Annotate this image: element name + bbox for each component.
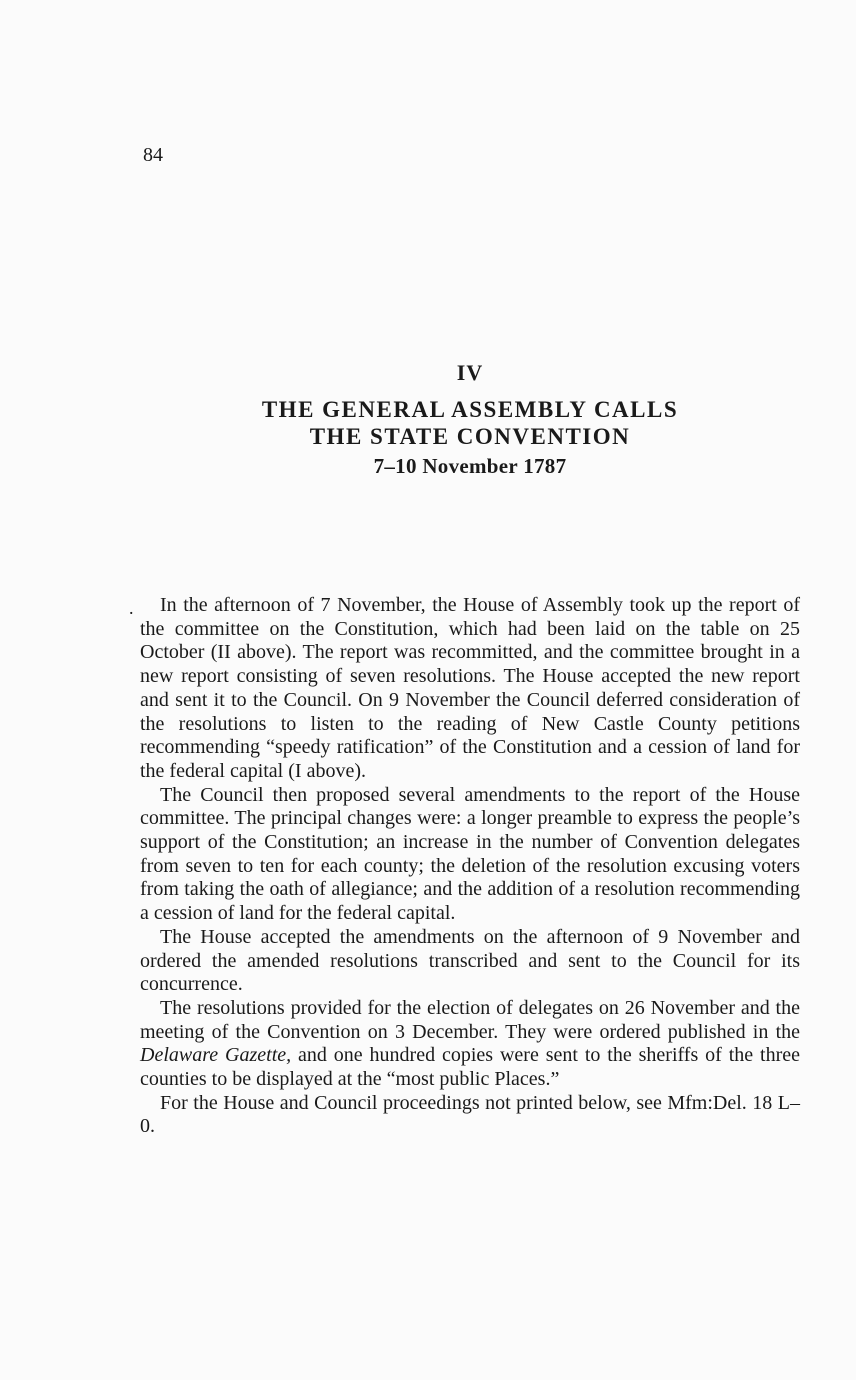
paragraph-3: The House accepted the amendments on the afternoon of 9 November and ordered the amended resolutions transcribed and sent to the Council for its concurrence. — [140, 925, 800, 996]
chapter-title — [140, 396, 800, 450]
body-text — [140, 594, 800, 1139]
paragraph-4-text-after: and one hundred copies were sent to the sheriffs of the three counties to be displayed at the “most public Places.” — [140, 1044, 800, 1091]
paragraph-4-text-before: The resolutions provided for the election of delegates on 26 November and the meeting of the Convention on 3 December. They were ordered published in the — [140, 996, 800, 1043]
chapter-title-line-1: THE GENERAL ASSEMBLY CALLS — [261, 397, 679, 422]
page-number: 84 — [143, 144, 163, 166]
chapter-dates: 7–10 November 1787 — [373, 454, 567, 478]
newspaper-title: Delaware Gazette, — [140, 1044, 292, 1067]
chapter-numeral: IV — [456, 360, 484, 385]
stray-mark: . — [129, 598, 134, 618]
paragraph-1: In the afternoon of 7 November, the House of Assembly took up the report of the committee on the Constitution, which had been laid on the table on 25 October (II above). The report was recommitted, and the committee brought in a new report consisting of seven resolutions. The House accepted the new report and sent it to the Council. On 9 November the Council deferred consideration of the resolutions to listen to the reading of New Castle County petitions recommending “speedy ratification” of the Constitution and a cession of land for the federal capital (I above). — [140, 594, 800, 782]
paragraph-5: For the House and Council proceedings not printed below, see Mfm:Del. 18 L–0. — [140, 1091, 800, 1138]
paragraph-4 — [140, 997, 800, 1092]
paragraph-2: The Council then proposed several amendments to the report of the House committee. The principal changes were: a longer preamble to express the people’s support of the Constitution; an increase in the number of Convention delegates from seven to ten for each county; the deletion of the resolution excusing voters from taking the oath of allegiance; and the addition of a resolution recommending a cession of land for the federal capital. — [140, 783, 800, 925]
chapter-title-line-2: THE STATE CONVENTION — [309, 424, 631, 449]
